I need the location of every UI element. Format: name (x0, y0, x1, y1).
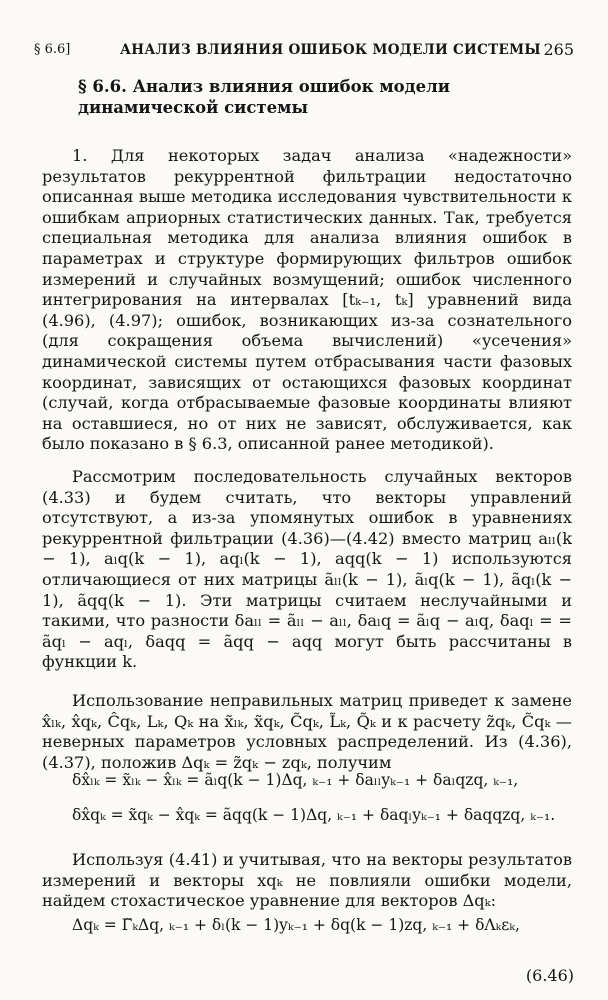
equation-number: (6.46) (525, 966, 574, 985)
paragraph-2 (42, 467, 572, 673)
paragraph-text: Рассмотрим последовательность случайных векторов (4.33) и будем считать, что векторы управлений отсутствуют, а из-за упомянутых ошибок в уравнениях рекуррентной фильтрации (4.36)—(4.42) вместо матриц aₗₗ(k − 1), aₗq(k − 1), aqₗ(k − 1), aqq(k − 1) используются отличающиеся от них матрицы ãₗₗ(k − 1), ãₗq(k − 1), ãqₗ(k − 1), ãqq(k − 1). Эти матрицы считаем неслучайными и такими, что разности δaₗₗ = ãₗₗ − aₗₗ, δaₗq = ãₗq − aₗq, δaqₗ = = ãqₗ − aqₗ, δaqq = ãqq − aqq могут быть рассчитаны в функции k. (42, 467, 572, 672)
header-running-title: АНАЛИЗ ВЛИЯНИЯ ОШИБОК МОДЕЛИ СИСТЕМЫ (120, 42, 541, 58)
section-title: § 6.6. Анализ влияния ошибок модели динамической системы (78, 77, 451, 117)
equation-1: δx̂ₗₖ = x̃ₗₖ − x̂ₗₖ = ãₗq(k − 1)Δq, ₖ₋₁ + δaₗₗyₖ₋₁ + δaₗqzq, ₖ₋₁, (72, 771, 519, 789)
page-number: 265 (543, 40, 574, 59)
running-header (34, 40, 574, 62)
equation-2: δx̂qₖ = x̃qₖ − x̂qₖ = ãqq(k − 1)Δq, ₖ₋₁ + δaqₗyₖ₋₁ + δaqqzq, ₖ₋₁. (72, 806, 556, 824)
paragraph-text: Использование неправильных матриц приведет к замене x̂ₗₖ, x̂qₖ, Ĉqₖ, Lₖ, Qₖ на x̃ₗₖ, x̃qₖ, C̃qₖ, L̃ₖ, Q̃ₖ и к расчету z̃qₖ, C̃qₖ — неверных параметров условных распределений. Из (4.36), (4.37), положив Δqₖ = z̃qₖ − zqₖ, получим (42, 691, 572, 772)
paragraph-text: Используя (4.41) и учитывая, что на векторы результатов измерений и векторы xqₖ не повлияли ошибки модели, найдем стохастическое уравнение для векторов Δqₖ: (42, 850, 572, 911)
paragraph-3 (42, 691, 572, 773)
equation-3: Δqₖ = Γ̃ₖΔq, ₖ₋₁ + δₗ(k − 1)yₖ₋₁ + δq(k − 1)zq, ₖ₋₁ + δΛₖεₖ, (72, 916, 520, 934)
paragraph-text: 1. Для некоторых задач анализа «надежности» результатов рекуррентной фильтрации недостаточно описанная выше методика исследования чувствительности к ошибкам априорных статистических данных. Так, требуется специальная методика для анализа влияния ошибок в параметрах и структуре формирующих фильтров ошибок измерений и случайных возмущений; ошибок численного интегрирования на интервалах [tₖ₋₁, tₖ] уравнений вида (4.96), (4.97); ошибок, возникающих из-за сознательного (для сокращения объема вычислений) «усечения» динамической системы путем отбрасывания части фазовых координат, зависящих от остающихся фазовых координат (случай, когда отбрасываемые фазовые координаты влияют на оставшиеся, но от них не зависят, обслуживается, как было показано в § 6.3, описанной ранее методикой). (42, 146, 572, 454)
header-section: § 6.6] (34, 42, 71, 57)
paragraph-4 (42, 850, 572, 912)
paragraph-1 (42, 146, 572, 455)
